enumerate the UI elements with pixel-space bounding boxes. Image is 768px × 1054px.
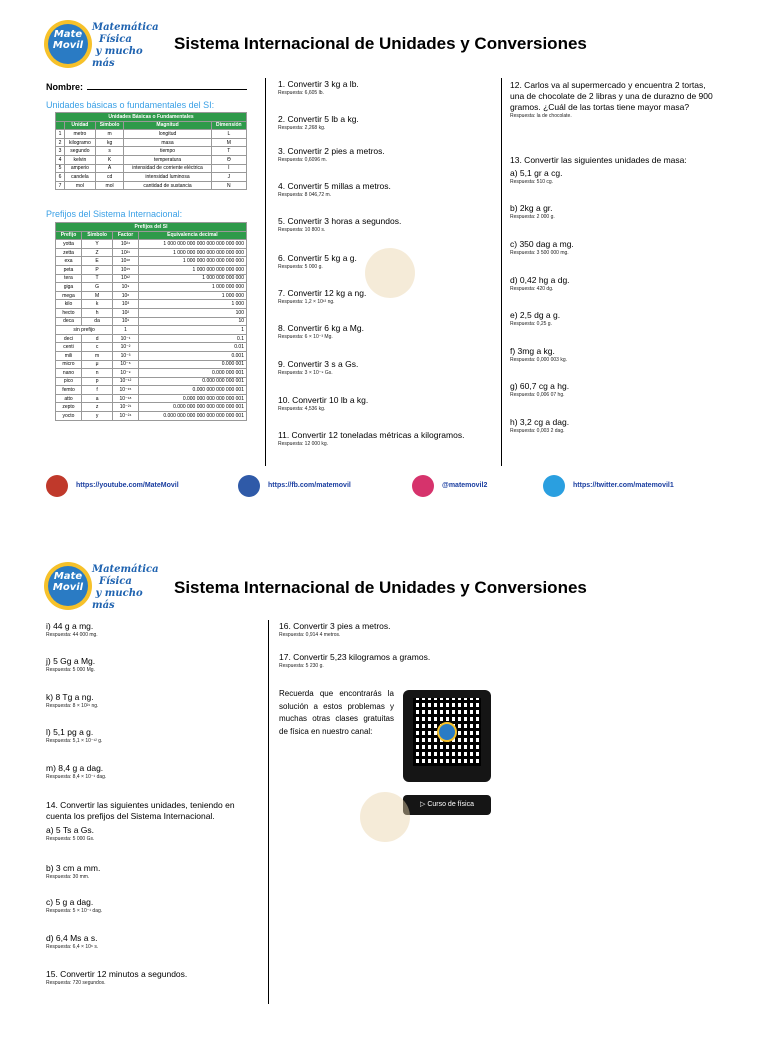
table-cell: 10⁻³	[113, 351, 139, 360]
exercise-item: 17. Convertir 5,23 kilogramos a gramos. Respuesta: 5 230 g.	[279, 652, 431, 669]
table-cell: 10¹	[113, 317, 139, 326]
exercise-item: c) 350 dag a mg. Respuesta: 3 500 000 mg.	[510, 239, 574, 256]
table-caption: Unidades Básicas o Fundamentales	[56, 113, 247, 122]
exercise-item: c) 5 g a dag. Respuesta: 5 × 10⁻¹ dag.	[46, 897, 103, 914]
table-row	[56, 181, 247, 190]
table-cell: 1 000 000 000 000	[138, 274, 246, 283]
table-cell: y	[81, 412, 112, 421]
table-row	[56, 377, 247, 386]
table-cell: 4	[56, 155, 65, 164]
table-cell: G	[81, 283, 112, 292]
table-cell: m	[95, 130, 124, 139]
table-cell: 1 000 000 000 000 000	[138, 265, 246, 274]
exercise-item: g) 60,7 cg a hg. Respuesta: 0,006 07 hg.	[510, 381, 570, 398]
column-header: Símbolo	[95, 121, 124, 130]
table-cell: 1 000 000 000 000 000 000 000	[138, 248, 246, 257]
table-cell: kilo	[56, 300, 82, 309]
table-cell: 10⁻⁶	[113, 360, 139, 369]
table-cell: d	[81, 334, 112, 343]
table-cell: 1 000	[138, 300, 246, 309]
table-cell: m	[81, 351, 112, 360]
column-header: Símbolo	[81, 231, 112, 240]
recuerda-note: Recuerda que encontrarás la solución a estos problemas y muchas otras clases gratuitas de física en nuestro canal:	[279, 689, 394, 736]
table-cell: 10²⁴	[113, 240, 139, 249]
exercise-item: 2. Convertir 5 lb a kg. Respuesta: 2,268 kg.	[278, 114, 359, 131]
table-cell: 0.000 000 000 000 000 001	[138, 394, 246, 403]
table-cell: tiempo	[124, 147, 211, 156]
table-row	[56, 155, 247, 164]
exercise-item: f) 3mg a kg. Respuesta: 0,000 003 kg.	[510, 346, 567, 363]
youtube-icon	[46, 475, 68, 497]
exercise-item: j) 5 Gg a Mg. Respuesta: 5 000 Mg.	[46, 656, 96, 673]
table-cell: zetta	[56, 248, 82, 257]
exercise-item: e) 2,5 dg a g. Respuesta: 0,25 g.	[510, 310, 561, 327]
table-cell: a	[81, 394, 112, 403]
table-row	[56, 138, 247, 147]
youtube-course-button[interactable]: ▷ Curso de física	[403, 795, 491, 815]
table-row	[56, 240, 247, 249]
prefix-table	[55, 222, 247, 421]
column-header: Magnitud	[124, 121, 211, 130]
table-cell: kg	[95, 138, 124, 147]
table-cell: Y	[81, 240, 112, 249]
column-divider	[501, 78, 502, 466]
column-header: Equivalencia decimal	[138, 231, 246, 240]
table-cell: yotta	[56, 240, 82, 249]
prefix-heading: Prefijos del Sistema Internacional:	[46, 209, 183, 219]
exercise-item: 1. Convertir 3 kg a lb. Respuesta: 6,605 lb.	[278, 79, 359, 96]
table-cell: 2	[56, 138, 65, 147]
exercise-item: d) 0,42 hg a dg. Respuesta: 420 dg.	[510, 275, 570, 292]
page-1: Mate Movil Matemática Física y mucho más Sistema Internacional de Unidades y Conversiones Nombre: Unidades básicas o fundamentales del SI: Unidades Básicas o Fundamentales Unidad Símbolo Magnitud Dimensión 1 metro m longitud L 2 kilogramo kg masa M 3 segundo s tiempo T 4 kelvin K temperatura Θ 5 amperio A intensidad de corriente eléctrica I 6 candela cd intensidad luminosa J 7 mol mol cantidad de sustancia N Prefijos del Sistema Internacional: Prefijos del SI Prefijo Símbolo Factor Equivalencia decimal yotta Y 10²⁴ 1 000 000 000 000 000 000 000 000 zetta Z 10²¹ 1 000 000 000 000 000 000 000 exa E 10¹⁸ 1 000 000 000 000 000 000 peta P 10¹⁵ 1 000 000 000 000 000 tera T 10¹² 1 000 000 000 000 giga G 10⁹ 1 000 000 000 mega M 10⁶ 1 000 000 kilo k 10³ 1 000 hecto h 10² 100 deca da 10¹ 10 sin prefijo 1 1 deci d 10⁻¹ 0.1 centi c 10⁻² 0.01 mili m 10⁻³ 0.001 micro μ 10⁻⁶ 0.000 001 nano n 10⁻⁹ 0.000 000 001 pico p 10⁻¹² 0.000 000 000 001 femto f 10⁻¹⁵ 0.000 000 000 000 001 atto a 10⁻¹⁸ 0.000 000 000 000 000 001 zepto z 10⁻²¹ 0.000 000 000 000 000 000 001 yocto y 10⁻²⁴ 0.000 000 000 000 000 000 000 001 1. Convertir 3 kg a lb. Respuesta: 6,605 lb. 2. Convertir 5 lb a kg. Respuesta: 2,268 kg. 3. Convertir 2 pies a metros. Respuesta: 0,6096 m. 4. Convertir 5 millas a metros. Respuesta: 8 046,72 m. 5. Convertir 3 horas a segundos. Respuesta: 10 800 s. 6. Convertir 5 kg a g. Respuesta: 5 000 g. 7. Convertir 12 kg a ng. Respuesta: 1,2 × 10¹³ ng. 8. Convertir 6 kg a Mg. Respuesta: 6 × 10⁻³ Mg. 9. Convertir 3 s a Gs. Respuesta: 3 × 10⁻⁹ Gs. 10. Convertir 10 lb a kg. Respuesta: 4,536 kg. 11. Convertir 12 toneladas métricas a kilogramos. Respuesta: 12 000 kg. 12. Carlos va al supermercado y encuentra 2 tortas, una de chocolate de 2 libras y una de durazno de 900 gramos. ¿Cuál de las tortas tiene mayor masa? Respuesta: la de chocolate. 13. Convertir las siguientes unidades de masa: a) 5,1 gr a cg. Respuesta: 510 cg. b) 2kg a gr. Respuesta: 2 000 g. c) 350 dag a mg. Respuesta: 3 500 000 mg. d) 0,42 hg a dg. Respuesta: 420 dg. e) 2,5 dg a g. Respuesta: 0,25 g. f) 3mg a kg. Respuesta: 0,000 003 kg. g) 60,7 cg a hg. Respuesta: 0,006 07 hg. h) 3,2 cg a dag. Respuesta: 0,003 2 dag. https://youtube.com/MateMovil https://fb.com/matemovil @matemovil2 https://twitter.com/matemovil1	[0, 0, 768, 512]
table-cell: h	[81, 308, 112, 317]
table-cell: candela	[64, 173, 95, 182]
table-cell: micro	[56, 360, 82, 369]
exercise-item: a) 5 Ts a Gs. Respuesta: 5 000 Gs.	[46, 825, 95, 842]
table-row	[56, 317, 247, 326]
table-cell: Z	[81, 248, 112, 257]
exercise-item: a) 5,1 gr a cg. Respuesta: 510 cg.	[510, 168, 563, 185]
table-row	[56, 130, 247, 139]
table-row	[56, 334, 247, 343]
table-row	[56, 394, 247, 403]
table-caption: Prefijos del SI	[56, 223, 247, 232]
table-cell: 10⁻¹⁵	[113, 386, 139, 395]
exercise-item: 4. Convertir 5 millas a metros. Respuesta: 8 046,72 m.	[278, 181, 391, 198]
column-header: Factor	[113, 231, 139, 240]
page-2	[0, 542, 768, 1054]
exercise-item: 5. Convertir 3 horas a segundos. Respuesta: 10 800 s.	[278, 216, 402, 233]
column-header: Prefijo	[56, 231, 82, 240]
table-row	[56, 147, 247, 156]
table-cell: 10⁻²	[113, 343, 139, 352]
table-cell: deci	[56, 334, 82, 343]
table-row	[56, 308, 247, 317]
table-cell: 10⁻¹	[113, 334, 139, 343]
table-row	[56, 248, 247, 257]
table-cell: amperio	[64, 164, 95, 173]
table-cell: E	[81, 257, 112, 266]
table-cell: atto	[56, 394, 82, 403]
table-cell: femto	[56, 386, 82, 395]
table-cell: L	[211, 130, 246, 139]
table-cell: 0.1	[138, 334, 246, 343]
table-row	[56, 369, 247, 378]
table-cell: N	[211, 181, 246, 190]
table-cell: 0.000 000 000 000 000 000 001	[138, 403, 246, 412]
table-row	[56, 412, 247, 421]
table-cell: da	[81, 317, 112, 326]
table-cell: s	[95, 147, 124, 156]
table-cell: Θ	[211, 155, 246, 164]
table-cell: 1 000 000 000 000 000 000	[138, 257, 246, 266]
table-cell: giga	[56, 283, 82, 292]
watermark-logo	[360, 792, 410, 842]
table-cell: 10⁶	[113, 291, 139, 300]
table-cell: temperatura	[124, 155, 211, 164]
table-cell: M	[211, 138, 246, 147]
table-cell: 1	[56, 130, 65, 139]
table-cell: 0.01	[138, 343, 246, 352]
table-cell: metro	[64, 130, 95, 139]
exercise-item: 7. Convertir 12 kg a ng. Respuesta: 1,2 × 10¹³ ng.	[278, 288, 367, 305]
table-cell: nano	[56, 369, 82, 378]
table-cell: f	[81, 386, 112, 395]
table-cell: hecto	[56, 308, 82, 317]
table-cell: 10⁻¹⁸	[113, 394, 139, 403]
table-cell: I	[211, 164, 246, 173]
table-row	[56, 164, 247, 173]
table-cell: mol	[64, 181, 95, 190]
table-row	[56, 257, 247, 266]
table-cell: 1	[138, 326, 246, 335]
table-cell: T	[81, 274, 112, 283]
column-divider	[265, 78, 266, 466]
exercise-item: 10. Convertir 10 lb a kg. Respuesta: 4,536 kg.	[278, 395, 369, 412]
name-field[interactable]: Nombre:	[46, 82, 247, 92]
table-row	[56, 291, 247, 300]
table-cell: mili	[56, 351, 82, 360]
table-cell: 10⁻²⁴	[113, 412, 139, 421]
exercise-item: 16. Convertir 3 pies a metros. Respuesta: 0,914 4 metros.	[279, 621, 391, 638]
facebook-icon	[238, 475, 260, 497]
table-row	[56, 326, 247, 335]
page-title: Sistema Internacional de Unidades y Conversiones	[174, 578, 587, 597]
table-cell: c	[81, 343, 112, 352]
table-row	[56, 173, 247, 182]
table-cell: 10²¹	[113, 248, 139, 257]
table-cell: 10¹⁸	[113, 257, 139, 266]
table-cell: pico	[56, 377, 82, 386]
table-cell: intensidad de corriente eléctrica	[124, 164, 211, 173]
table-cell: exa	[56, 257, 82, 266]
column-header: Dimensión	[211, 121, 246, 130]
table-cell: 10	[138, 317, 246, 326]
exercise-item: 8. Convertir 6 kg a Mg. Respuesta: 6 × 10⁻³ Mg.	[278, 323, 364, 340]
qr-code[interactable]	[403, 690, 491, 782]
table-cell: 3	[56, 147, 65, 156]
instagram-icon	[412, 475, 434, 497]
table-cell: segundo	[64, 147, 95, 156]
table-cell: p	[81, 377, 112, 386]
exercise-item: 3. Convertir 2 pies a metros. Respuesta: 0,6096 m.	[278, 146, 385, 163]
table-row	[56, 274, 247, 283]
exercise-item: 6. Convertir 5 kg a g. Respuesta: 5 000 g.	[278, 253, 357, 270]
table-cell: 100	[138, 308, 246, 317]
table-cell: n	[81, 369, 112, 378]
table-row	[56, 360, 247, 369]
table-cell: tera	[56, 274, 82, 283]
table-cell: 0.000 000 001	[138, 369, 246, 378]
table-cell: centi	[56, 343, 82, 352]
table-cell: kelvin	[64, 155, 95, 164]
table-cell: 10²	[113, 308, 139, 317]
table-cell: cd	[95, 173, 124, 182]
exercise-item: 9. Convertir 3 s a Gs. Respuesta: 3 × 10⁻⁹ Gs.	[278, 359, 359, 376]
table-cell: 0.000 001	[138, 360, 246, 369]
matemovil-logo: Mate Movil Matemática Física y mucho más	[44, 20, 159, 70]
exercise-item: b) 3 cm a mm. Respuesta: 30 mm.	[46, 863, 101, 880]
table-cell: peta	[56, 265, 82, 274]
exercise-item: b) 2kg a gr. Respuesta: 2 000 g.	[510, 203, 555, 220]
table-cell: 10⁻¹²	[113, 377, 139, 386]
column-divider	[268, 620, 269, 1004]
exercise-item: 15. Convertir 12 minutos a segundos. Respuesta: 720 segundos.	[46, 969, 188, 986]
table-cell: 0.001	[138, 351, 246, 360]
table-cell: kilogramo	[64, 138, 95, 147]
table-cell: k	[81, 300, 112, 309]
column-header: Unidad	[64, 121, 95, 130]
table-cell: longitud	[124, 130, 211, 139]
table-cell: 10³	[113, 300, 139, 309]
table-row	[56, 300, 247, 309]
table-cell: mega	[56, 291, 82, 300]
exercise-item: l) 5,1 pg a g. Respuesta: 5,1 × 10⁻¹² g.	[46, 727, 103, 744]
table-cell: 0.000 000 000 000 001	[138, 386, 246, 395]
table-cell: 10¹⁵	[113, 265, 139, 274]
exercise-item: 11. Convertir 12 toneladas métricas a kilogramos. Respuesta: 12 000 kg.	[278, 430, 465, 447]
table-cell: 6	[56, 173, 65, 182]
table-row	[56, 265, 247, 274]
table-cell: μ	[81, 360, 112, 369]
table-cell: deca	[56, 317, 82, 326]
basic-units-heading: Unidades básicas o fundamentales del SI:	[46, 100, 215, 110]
table-cell: 10⁻²¹	[113, 403, 139, 412]
table-cell: 0.000 000 000 001	[138, 377, 246, 386]
watermark-logo	[365, 248, 415, 298]
table-cell: T	[211, 147, 246, 156]
exercise-item: h) 3,2 cg a dag. Respuesta: 0,003 2 dag.	[510, 417, 570, 434]
table-row	[56, 403, 247, 412]
exercise-item: k) 8 Tg a ng. Respuesta: 8 × 10²¹ ng.	[46, 692, 99, 709]
twitter-icon	[543, 475, 565, 497]
table-cell: 1	[113, 326, 139, 335]
matemovil-logo: Mate Movil Matemática Física y mucho más	[44, 562, 159, 612]
table-cell: masa	[124, 138, 211, 147]
exercise-12: 12. Carlos va al supermercado y encuentra 2 tortas, una de chocolate de 2 libras y una de durazno de 900 gramos. ¿Cuál de las tortas tiene mayor masa? Respuesta: la de chocolate.	[510, 80, 713, 119]
table-cell: A	[95, 164, 124, 173]
table-cell: cantidad de sustancia	[124, 181, 211, 190]
table-cell: 1 000 000 000 000 000 000 000 000	[138, 240, 246, 249]
table-cell: zepto	[56, 403, 82, 412]
exercise-item: d) 6,4 Ms a s. Respuesta: 6,4 × 10⁶ s.	[46, 933, 99, 950]
table-cell: yocto	[56, 412, 82, 421]
table-cell: 10⁹	[113, 283, 139, 292]
table-row	[56, 386, 247, 395]
table-row	[56, 283, 247, 292]
table-cell: intensidad luminosa	[124, 173, 211, 182]
table-row	[56, 351, 247, 360]
table-cell: 10¹²	[113, 274, 139, 283]
table-cell: 0.000 000 000 000 000 000 000 001	[138, 412, 246, 421]
table-cell: M	[81, 291, 112, 300]
table-cell: J	[211, 173, 246, 182]
exercise-14: 14. Convertir las siguientes unidades, teniendo en cuenta los prefijos del Sistema Internacional.	[46, 800, 235, 821]
exercise-item: m) 8,4 g a dag. Respuesta: 8,4 × 10⁻¹ dag.	[46, 763, 107, 780]
table-row	[56, 343, 247, 352]
table-cell: 1 000 000	[138, 291, 246, 300]
exercise-item: i) 44 g a mg. Respuesta: 44 000 mg.	[46, 621, 98, 638]
table-cell: 10⁻⁹	[113, 369, 139, 378]
table-cell: 1 000 000 000	[138, 283, 246, 292]
table-cell: mol	[95, 181, 124, 190]
basic-units-table	[55, 112, 247, 190]
page-title: Sistema Internacional de Unidades y Conversiones	[174, 34, 587, 53]
table-cell: P	[81, 265, 112, 274]
table-cell: z	[81, 403, 112, 412]
exercise-13: 13. Convertir las siguientes unidades de masa:	[510, 155, 687, 165]
table-cell: sin prefijo	[56, 326, 113, 335]
table-cell: K	[95, 155, 124, 164]
table-cell: 5	[56, 164, 65, 173]
table-cell: 7	[56, 181, 65, 190]
